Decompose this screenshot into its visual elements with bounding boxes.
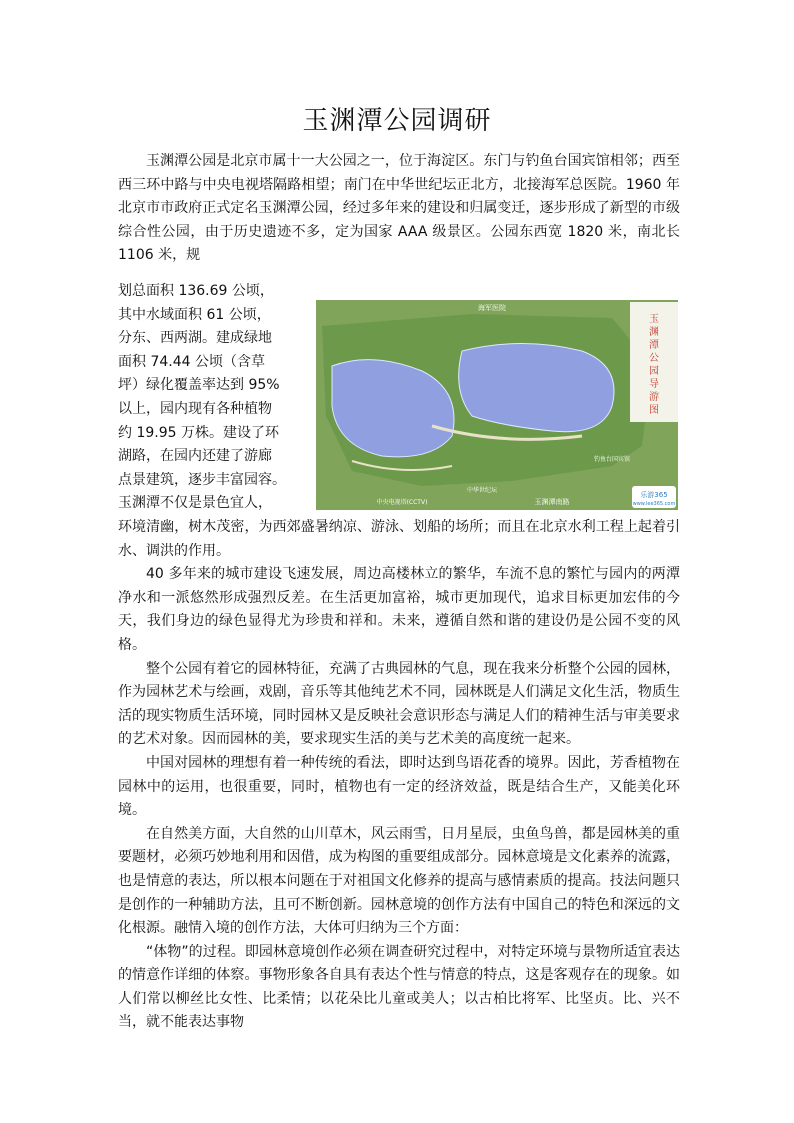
- intro-paragraph-end: 环境清幽，树木茂密，为西郊盛暑纳凉、游泳、划船的场所；而且在北京水利工程上起着引水、调洪的作用。: [118, 519, 680, 559]
- paragraph: 中国对园林的理想有着一种传统的看法，即时达到鸟语花香的境界。因此，芳香植物在园林中的运用，也很重要，同时，植物也有一定的经济效益，既是结合生产，又能美化环境。: [118, 754, 680, 819]
- park-guide-map-image: [312, 296, 682, 514]
- paragraph: 在自然美方面，大自然的山川草木，风云雨雪，日月星辰，虫鱼鸟兽，都是园林美的重要题材，必须巧妙地利用和因借，成为构图的重要组成部分。园林意境是文化素养的流露，也是情意的表达，所以根本问题在于对祖国文化修养的提高与感情素质的提高。技法问题只是创作的一种辅助方法，且可不断创新。园林意境的创作方法有中国自己的特色和深远的文化根源。融情入境的创作方法，大体可归纳为三个方面：: [118, 825, 680, 937]
- paragraph: 整个公园有着它的园林特征，充满了古典园林的气息，现在我来分析整个公园的园林，作为园林艺术与绘画，戏剧，音乐等其他纯艺术不同，园林既是人们满足文化生活，物质生活的现实物质生活环境，同时园林又是反映社会意识形态与满足人们的精神生活与审美要求的艺术对象。因而园林的美，要求现实生活的美与艺术美的高度统一起来。: [118, 660, 680, 748]
- paragraph: 40 多年来的城市建设飞速发展，周边高楼林立的繁华，车流不息的繁忙与园内的两潭净水和一派悠然形成强烈反差。在生活更加富裕，城市更加现代，追求目标更加宏伟的今天，我们身边的绿色显得尤为珍贵和祥和。未来，遵循自然和谐的建设仍是公园不变的风格。: [118, 566, 680, 653]
- wrap-line: 面积 74.44 公顷（含草: [118, 353, 265, 370]
- map-heading-char: 园: [649, 366, 659, 377]
- park-map-svg: [312, 296, 682, 514]
- map-heading-char: 图: [649, 405, 659, 416]
- map-heading-char: 渊: [649, 327, 659, 338]
- map-heading-char: 潭: [649, 340, 659, 351]
- map-heading-char: 玉: [649, 314, 659, 325]
- map-label-bottom: 玉渊潭南路: [534, 498, 570, 506]
- map-heading-char: 游: [649, 392, 659, 403]
- intro-text: 玉渊潭公园是北京市属十一大公园之一，位于海淀区。东门与钓鱼台国宾馆相邻；西至西三环中路与中央电视塔隔路相望；南门在中华世纪坛正北方，北接海军总医院。1960 年北京市市政府正式定名玉渊潭公园，经过多年来的建设和归属变迁，逐步形成了新型的市级综合性公园，由于历史遗迹不多，定为国家 AAA 级景区。公园东西宽 1820 米，南北长 1106 米，规: [118, 153, 680, 264]
- wrap-line: 其中水域面积 61 公顷，: [118, 306, 271, 323]
- map-heading-char: 导: [649, 379, 659, 390]
- wrap-line: 湖路，在园内还建了游廊: [118, 448, 272, 465]
- wrap-line: 玉渊潭不仅是景色宜人，: [118, 495, 272, 512]
- intro-paragraph: [118, 150, 680, 268]
- east-lake: [459, 344, 614, 432]
- map-label-right: 钓鱼台国宾馆: [593, 456, 631, 463]
- logo-url: www.lee365.com: [632, 501, 676, 507]
- wrap-line: 以上，园内现有各种植物: [118, 400, 272, 417]
- wrap-line: 划总面积 136.69 公顷，: [118, 283, 274, 299]
- body-paragraphs: [118, 516, 680, 1035]
- wrapped-text-column: [118, 280, 308, 516]
- logo-text: 乐游365: [640, 491, 668, 499]
- map-label-bottom-mid: 中华世纪坛: [466, 487, 498, 494]
- wrap-line: 坪）绿化覆盖率达到 95%: [118, 377, 280, 394]
- map-label-top: 海军医院: [478, 304, 506, 312]
- wrap-line: 约 19.95 万株。建设了环: [118, 424, 279, 441]
- map-heading-char: 公: [649, 353, 659, 364]
- wrap-line: 分东、西两湖。建成绿地: [118, 330, 272, 347]
- map-label-bottom-left: 中央电视塔(CCTV): [376, 499, 428, 506]
- page-title: 玉渊潭公园调研: [302, 106, 492, 136]
- wrap-line: 点景建筑，逐步丰富园容。: [118, 471, 286, 488]
- paragraph: “体物”的过程。即园林意境创作必须在调查研究过程中，对特定环境与景物所适宜表达的情意作详细的体察。事物形象各自具有表达个性与情意的特点，这是客观存在的现象。如人们常以柳丝比女性、比柔情；以花朵比儿童或美人；以古柏比将军、比坚贞。比、兴不当，就不能表达事物: [118, 943, 680, 1031]
